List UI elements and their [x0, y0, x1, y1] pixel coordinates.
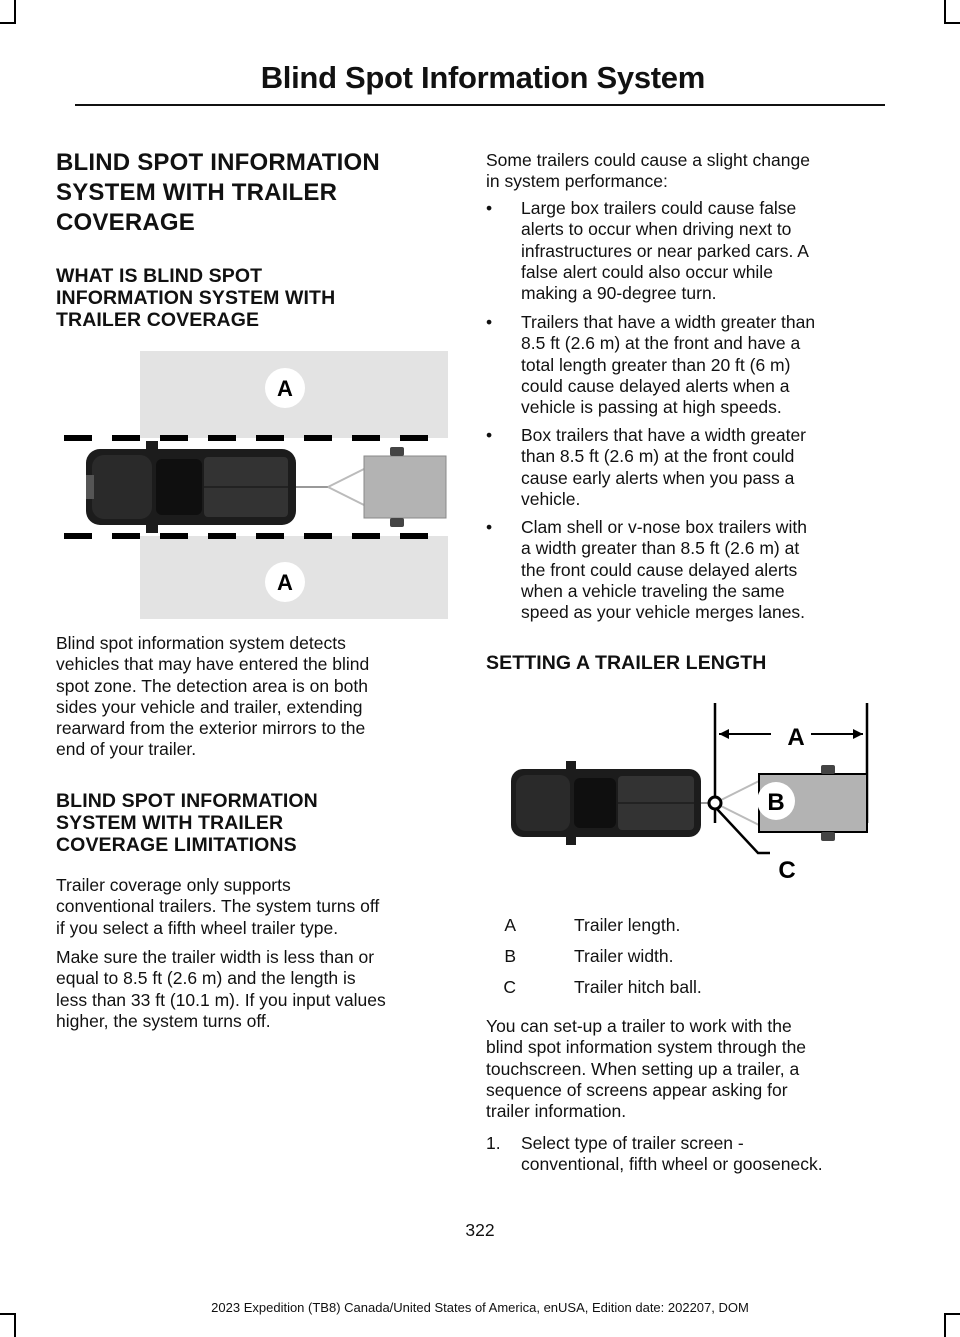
text-line: less than 33 ft (10.1 m). If you input values [56, 989, 386, 1010]
text-line: total length greater than 20 ft (6 m) [521, 354, 791, 375]
text-line: speed as your vehicle merges lanes. [521, 602, 806, 623]
text-line: Clam shell or v-nose box trailers with [521, 517, 807, 537]
text-line: false alert could also occur while [521, 261, 773, 282]
key-description: Trailer length. [574, 915, 681, 935]
subheading-what-line-3: TRAILER COVERAGE [56, 309, 260, 331]
label-a-lower: A [277, 570, 293, 595]
label-c: C [778, 857, 796, 884]
section-heading-line-1: BLIND SPOT INFORMATION [56, 149, 380, 176]
text-line: spot zone. The detection area is on both [56, 675, 368, 696]
text-line: cause early alerts when you pass a [521, 467, 795, 488]
trailer-top-view [364, 456, 446, 518]
key-description: Trailer width. [574, 946, 674, 966]
para-trailer-coverage [56, 875, 379, 939]
header-rule [75, 104, 885, 106]
truck-top-view [86, 441, 296, 533]
page-number: 322 [465, 1220, 495, 1240]
crop-mark-bottom-right-v [944, 1313, 946, 1337]
crop-mark-top-left-h [0, 22, 16, 24]
text-line: sides your vehicle and trailer, extending [56, 696, 363, 717]
section-heading-line-3: COVERAGE [56, 209, 195, 236]
text-line: vehicle is passing at high speeds. [521, 397, 782, 418]
step-number: 1. [486, 1133, 501, 1153]
crop-mark-top-right-h [944, 22, 960, 24]
subheading-limits-line-2: SYSTEM WITH TRAILER [56, 812, 284, 834]
subheading-limits-line-1: BLIND SPOT INFORMATION [56, 790, 318, 812]
text-line: rearward from the exterior mirrors to the [56, 718, 366, 739]
hitch-ball-marker [709, 797, 721, 809]
text-line: trailer information. [486, 1101, 627, 1122]
text-line: You can set-up a trailer to work with the [486, 1016, 792, 1036]
text-line: Large box trailers could cause false [521, 198, 797, 218]
text-line: equal to 8.5 ft (2.6 m) and the length is [56, 968, 356, 989]
key-letter: B [504, 946, 516, 966]
para-intro [486, 150, 810, 193]
text-line: when a vehicle traveling the same [521, 580, 785, 601]
page-footer: 2023 Expedition (TB8) Canada/United States of America, enUSA, Edition date: 202207, DOM [211, 1300, 749, 1315]
subheading-setting-trailer-length: SETTING A TRAILER LENGTH [486, 652, 767, 674]
subheading-limits-line-3: COVERAGE LIMITATIONS [56, 834, 297, 856]
key-letter: A [504, 915, 516, 935]
text-line: Select type of trailer screen - [521, 1133, 744, 1153]
text-line: Blind spot information system detects [56, 633, 346, 653]
text-line: touchscreen. When setting up a trailer, a [486, 1058, 800, 1079]
bullet-dot: • [486, 312, 493, 332]
text-line: Trailers that have a width greater than [521, 312, 816, 332]
crop-mark-bottom-left-v [14, 1313, 16, 1337]
label-a: A [787, 724, 805, 751]
para-detects [56, 633, 369, 761]
text-line: than 8.5 ft (2.6 m) at the front could [521, 446, 795, 467]
crop-mark-top-left-v [14, 0, 16, 24]
text-line: vehicles that may have entered the blind [56, 654, 370, 675]
text-line: a width greater than 8.5 ft (2.6 m) at [521, 538, 800, 559]
crop-mark-top-right-v [944, 0, 946, 24]
text-line: the front could cause delayed alerts [521, 559, 798, 580]
section-heading-line-2: SYSTEM WITH TRAILER [56, 179, 338, 206]
text-line: blind spot information system through the [486, 1037, 807, 1058]
key-description: Trailer hitch ball. [574, 977, 702, 997]
blind-spot-zone-figure [64, 351, 448, 619]
label-a-upper: A [277, 376, 293, 401]
text-line: Trailer coverage only supports [56, 875, 291, 895]
text-line: sequence of screens appear asking for [486, 1079, 788, 1100]
text-line: end of your trailer. [56, 739, 197, 760]
bullet-dot: • [486, 198, 493, 218]
text-line: conventional trailers. The system turns off [56, 896, 380, 917]
bullet-dot: • [486, 425, 493, 445]
text-line: Some trailers could cause a slight change [486, 150, 810, 170]
para-setup [486, 1016, 806, 1122]
label-b: B [767, 789, 785, 816]
text-line: making a 90-degree turn. [521, 283, 717, 304]
text-line: could cause delayed alerts when a [521, 375, 790, 396]
subheading-what-line-1: WHAT IS BLIND SPOT [56, 265, 263, 287]
trailer-dimensions-figure [506, 703, 881, 888]
text-line: if you select a fifth wheel trailer type. [56, 917, 339, 938]
text-line: in system performance: [486, 171, 668, 192]
subheading-what-line-2: INFORMATION SYSTEM WITH [56, 287, 336, 309]
text-line: alerts to occur when driving next to [521, 219, 792, 240]
para-width-length [56, 947, 386, 1032]
text-line: Box trailers that have a width greater [521, 425, 807, 445]
text-line: 8.5 ft (2.6 m) at the front and have a [521, 333, 801, 354]
page-header-title: Blind Spot Information System [260, 60, 705, 95]
text-line: Make sure the trailer width is less than or [56, 947, 375, 967]
truck-top-view [511, 761, 701, 845]
text-line: conventional, fifth wheel or gooseneck. [521, 1154, 823, 1175]
text-line: infrastructures or near parked cars. A [521, 240, 809, 261]
bullet-dot: • [486, 517, 493, 537]
text-line: higher, the system turns off. [56, 1010, 271, 1031]
text-line: vehicle. [521, 488, 581, 509]
key-letter: C [503, 977, 516, 997]
